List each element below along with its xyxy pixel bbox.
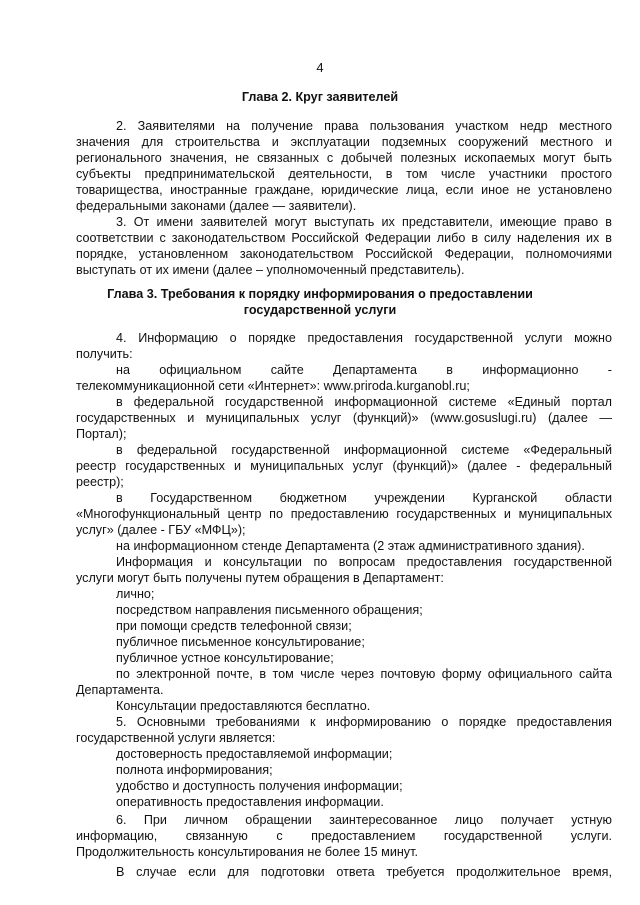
paragraph-line: федеральными законами (далее — заявители). — [76, 199, 357, 213]
paragraph-line: 6. При личном обращении заинтересованное лицо получает устную — [116, 813, 612, 827]
paragraph-line: Портал); — [76, 427, 127, 441]
chapter-3-heading-line-2: государственной услуги — [243, 303, 397, 317]
paragraph-line: 2. Заявителями на получение права пользования участком недр местного — [116, 119, 612, 133]
list-item: по электронной почте, в том числе через почтовую форму официального сайта — [116, 667, 612, 681]
paragraph-line: Департамента. — [76, 683, 164, 697]
paragraph-line: получить: — [76, 347, 133, 361]
paragraph-line: «Многофункциональный центр по предоставлению государственных и муниципальных — [76, 507, 612, 521]
paragraph-line: на информационном стенде Департамента (2 этаж административного здания). — [116, 539, 585, 553]
paragraph-line: реестр); — [76, 475, 124, 489]
paragraph-line: телекоммуникационной сети «Интернет»: www.priroda.kurganobl.ru; — [76, 379, 470, 393]
paragraph-line: государственных и муниципальных услуг (функций)» (www.gosuslugi.ru) (далее — — [76, 411, 612, 425]
paragraph-line: услуги могут быть получены путем обращения в Департамент: — [76, 571, 444, 585]
paragraph-line: 4. Информацию о порядке предоставления государственной услуги можно — [116, 331, 612, 345]
paragraph-line: информацию, связанную с предоставлением государственной услуги. — [76, 829, 612, 843]
paragraph-line: субъекты предпринимательской деятельности, в том числе участники простого — [76, 167, 612, 181]
page-number: 4 — [316, 60, 324, 75]
paragraph-line: порядке, установленном законодательством Российской Федерации, полномочиями — [76, 247, 612, 261]
list-item: лично; — [116, 587, 155, 601]
paragraph-line: на официальном сайте Департамента в информационно - — [116, 363, 612, 377]
paragraph-line: в федеральной государственной информационной системе «Федеральный — [116, 443, 612, 457]
paragraph-line: 3. От имени заявителей могут выступать их представители, имеющие право в — [116, 215, 612, 229]
list-item: удобство и доступность получения информации; — [116, 779, 403, 793]
list-item: полнота информирования; — [116, 763, 273, 777]
list-item: публичное устное консультирование; — [116, 651, 334, 665]
list-item: публичное письменное консультирование; — [116, 635, 365, 649]
paragraph-line: реестр государственных и муниципальных услуг (функций)» (далее - федеральный — [76, 459, 612, 473]
paragraph-line: 5. Основными требованиями к информированию о порядке предоставления — [116, 715, 612, 729]
paragraph-line: услуг» (далее - ГБУ «МФЦ»); — [76, 523, 246, 537]
chapter-2-heading: Глава 2. Круг заявителей — [241, 90, 399, 104]
paragraph-line: Продолжительность консультирования не более 15 минут. — [76, 845, 418, 859]
paragraph-line: регионального значения, не связанных с добычей полезных ископаемых могут быть — [76, 151, 612, 165]
paragraph-line: Консультации предоставляются бесплатно. — [116, 699, 371, 713]
paragraph-line: государственной услуги является: — [76, 731, 276, 745]
list-item: достоверность предоставляемой информации; — [116, 747, 393, 761]
chapter-3-heading-line-1: Глава 3. Требования к порядку информирования о предоставлении — [107, 287, 533, 301]
paragraph-line: В случае если для подготовки ответа требуется продолжительное время, — [116, 865, 612, 879]
list-item: посредством направления письменного обращения; — [116, 603, 423, 617]
paragraph-line: Информация и консультации по вопросам предоставления государственной — [116, 555, 612, 569]
list-item: оперативность предоставления информации. — [116, 795, 384, 809]
list-item: при помощи средств телефонной связи; — [116, 619, 352, 633]
paragraph-line: значения для строительства и эксплуатации подземных сооружений местного и — [76, 135, 612, 149]
paragraph-line: товарищества, иностранные граждане, юридические лица, если иное не установлено — [76, 183, 612, 197]
paragraph-line: выступать от их имени (далее – уполномоченный представитель). — [76, 263, 465, 277]
paragraph-line: соответствии с законодательством Российской Федерации либо в силу наделения их в — [76, 231, 612, 245]
paragraph-line: в Государственном бюджетном учреждении Курганской области — [116, 491, 612, 505]
paragraph-line: в федеральной государственной информационной системе «Единый портал — [116, 395, 612, 409]
